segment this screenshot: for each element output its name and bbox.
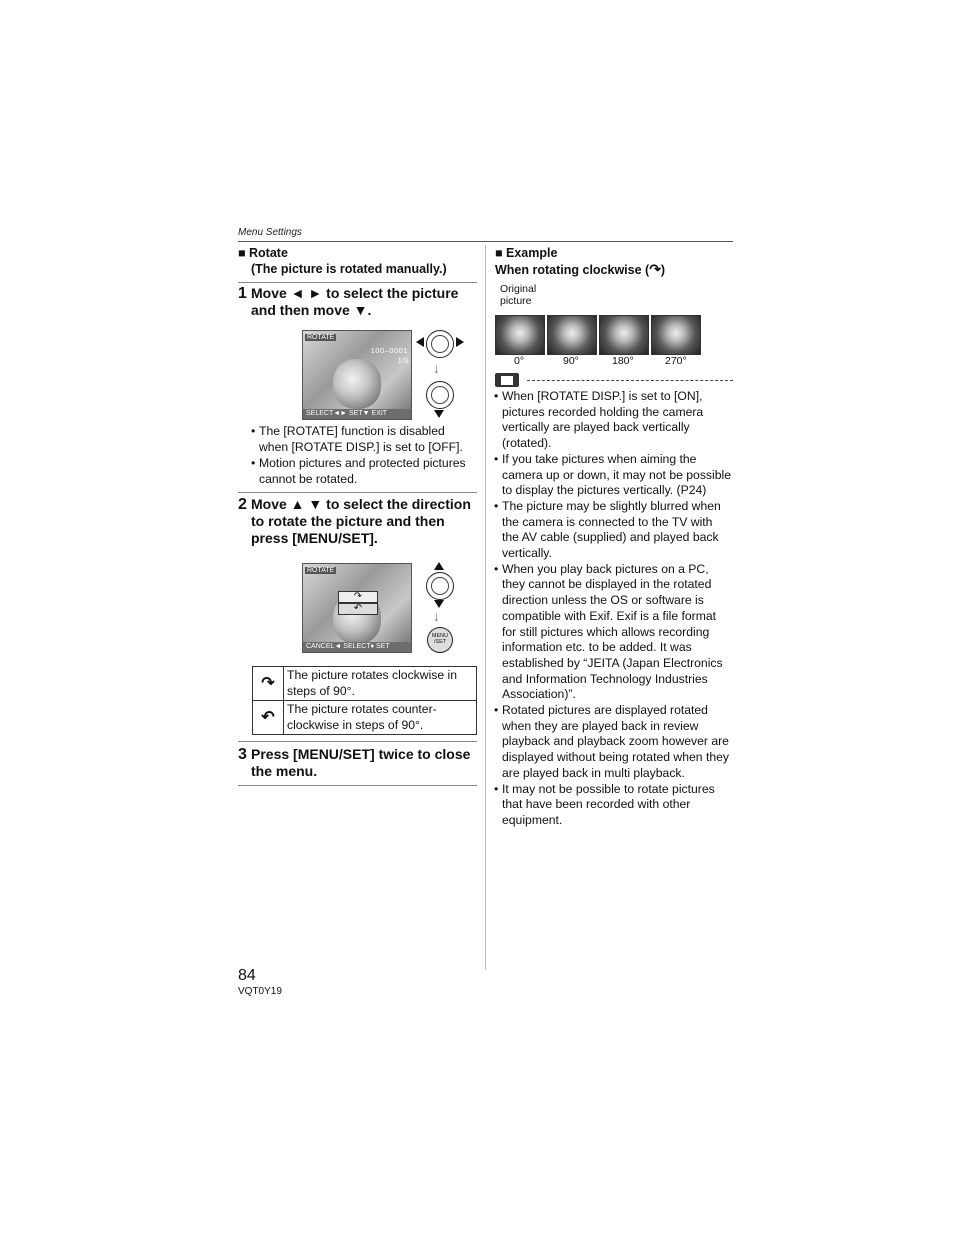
step-2-line-3: press [MENU/SET]. bbox=[251, 530, 378, 546]
rotate-counterclockwise-icon: ↶ bbox=[253, 701, 284, 735]
table-cell-counterclockwise: The picture rotates counter-clockwise in steps of 90°. bbox=[284, 701, 477, 735]
page-number: 84 bbox=[238, 967, 256, 984]
right-note-2: • If you take pictures when aiming the camera up or down, it may not be possible to display the pictures vertically. (P24) bbox=[494, 452, 732, 499]
thumbnail-180 bbox=[599, 315, 649, 355]
thumbnail-90 bbox=[547, 315, 597, 355]
lcd-1-title: ROTATE bbox=[307, 334, 335, 341]
right-notes bbox=[494, 389, 732, 829]
notes-1 bbox=[251, 424, 475, 488]
step-2-line-2: to rotate the picture and then bbox=[251, 513, 445, 529]
right-note-3: • The picture may be slightly blurred when the camera is connected to the TV with the AV cable (supplied) and played back vertically. bbox=[494, 499, 732, 562]
step-2-number: 2 bbox=[238, 496, 247, 513]
table-row bbox=[253, 667, 477, 701]
angle-180: 180° bbox=[612, 355, 634, 367]
down-flow-arrow-icon: ↓ bbox=[433, 360, 440, 376]
rotate-clockwise-icon-inline: ↷ bbox=[649, 261, 661, 277]
rule-4 bbox=[238, 785, 477, 786]
step-3-line-2: the menu. bbox=[251, 763, 318, 779]
thumbnail-270 bbox=[651, 315, 701, 355]
rule-2 bbox=[238, 492, 477, 493]
right-note-5: • Rotated pictures are displayed rotated when they are played back in review playback and playback zoom however are displayed without being rotated when they are played back in multi playback. bbox=[494, 703, 732, 782]
rule-1 bbox=[238, 282, 477, 283]
menu-set-button-label: MENU /SET bbox=[431, 633, 449, 645]
rotation-table bbox=[252, 666, 477, 735]
rotate-clockwise-icon: ↷ bbox=[253, 667, 284, 701]
up-arrow-icon bbox=[434, 562, 444, 570]
menu-counterclockwise-option-icon: ↶ bbox=[338, 603, 378, 615]
lcd-1-frame: 1/3 bbox=[397, 356, 408, 365]
step-1-text-a: Move ◄ ► to select the picture bbox=[251, 285, 459, 301]
section-header: Menu Settings bbox=[238, 227, 302, 238]
original-picture-label: Original picture bbox=[500, 283, 537, 307]
note-1-1: • The [ROTATE] function is disabled when [ROTATE DISP.] is set to [OFF]. bbox=[251, 424, 475, 455]
menu-set-button-icon bbox=[427, 627, 453, 653]
rotate-subheading: (The picture is rotated manually.) bbox=[251, 262, 447, 276]
menu-clockwise-option-icon: ↷ bbox=[338, 591, 378, 603]
note-1-2: • Motion pictures and protected pictures cannot be rotated. bbox=[251, 456, 475, 487]
cursor-dial-icon-3 bbox=[426, 572, 454, 600]
lcd-screen-2 bbox=[302, 563, 412, 653]
angle-270: 270° bbox=[665, 355, 687, 367]
lcd-2-title: ROTATE bbox=[307, 567, 335, 574]
right-note-4: • When you play back pictures on a PC, they cannot be displayed in the rotated direction unless the OS or software is compatible with Exif. Exif is a file format for still pictures which allows recording information etc. to be added. It was established by “JEITA (Japan Electronics and Information Technology Industries Association)”. bbox=[494, 562, 732, 703]
header-rule bbox=[238, 241, 733, 242]
angle-90: 90° bbox=[563, 355, 579, 367]
step-1-text-b: and then move ▼. bbox=[251, 302, 372, 318]
rotate-heading: ■ Rotate bbox=[238, 246, 288, 260]
lcd-1-counter: 100–0001 bbox=[370, 346, 408, 355]
step-2-line-1: Move ▲ ▼ to select the direction bbox=[251, 496, 471, 512]
column-divider bbox=[485, 245, 486, 970]
example-heading: ■ Example bbox=[495, 246, 558, 260]
down-arrow-icon-2 bbox=[434, 600, 444, 608]
table-row bbox=[253, 701, 477, 735]
right-note-6: • It may not be possible to rotate pictures that have been recorded with other equipment. bbox=[494, 782, 732, 829]
rule-3 bbox=[238, 741, 477, 742]
step-3-number: 3 bbox=[238, 746, 247, 763]
step-3-line-1: Press [MENU/SET] twice to close bbox=[251, 746, 471, 762]
note-icon bbox=[495, 373, 519, 387]
down-flow-arrow-icon-2: ↓ bbox=[433, 608, 440, 624]
document-code: VQT0Y19 bbox=[238, 986, 282, 997]
step-1-number: 1 bbox=[238, 285, 247, 302]
cursor-dial-icon-2 bbox=[426, 381, 454, 409]
cursor-dial-icon bbox=[426, 330, 454, 358]
koala-picture-1 bbox=[333, 359, 381, 409]
lcd-2-bottom-bar: CANCEL◄ SELECT♦ SET bbox=[303, 642, 411, 652]
example-subheading: When rotating clockwise (↷) bbox=[495, 261, 666, 277]
right-arrow-icon bbox=[456, 337, 464, 347]
thumbnail-0 bbox=[495, 315, 545, 355]
table-cell-clockwise: The picture rotates clockwise in steps of 90°. bbox=[284, 667, 477, 701]
angle-0: 0° bbox=[514, 355, 525, 367]
right-note-1: • When [ROTATE DISP.] is set to [ON], pictures recorded holding the camera vertically are played back vertically (rotated). bbox=[494, 389, 732, 452]
lcd-screen-1 bbox=[302, 330, 412, 420]
left-arrow-icon bbox=[416, 337, 424, 347]
note-dashed-rule bbox=[527, 380, 733, 381]
down-arrow-icon bbox=[434, 410, 444, 418]
lcd-1-bottom-bar: SELECT◄► SET▼ EXIT bbox=[303, 409, 411, 419]
